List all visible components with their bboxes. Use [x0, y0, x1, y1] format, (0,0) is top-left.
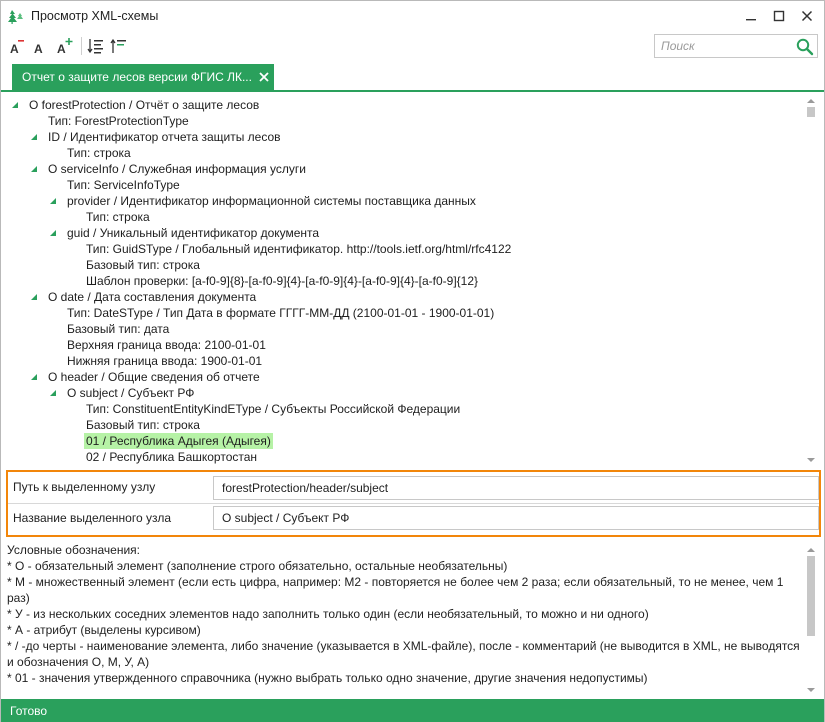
legend-line: раз)	[7, 591, 30, 605]
search-box	[654, 34, 818, 58]
tree-scrollbar[interactable]	[804, 93, 818, 468]
minimize-icon	[745, 10, 757, 22]
legend-title: Условные обозначения:	[7, 543, 140, 557]
expand-tree-icon	[86, 36, 106, 56]
tree-node-label: 02 / Республика Башкортостан	[86, 450, 258, 464]
minimize-button[interactable]	[739, 5, 763, 27]
name-field[interactable]: O subject / Субъект РФ	[213, 506, 819, 530]
tree-node-label: Базовый тип: дата	[67, 322, 170, 336]
tree-node-label: Базовый тип: строка	[86, 418, 200, 432]
expand-arrow-icon[interactable]	[30, 165, 38, 173]
tree-node-label: Тип: ConstituentEntityKindEType / Субъекты Российской Федерации	[86, 402, 461, 416]
tree-node-label: Тип: ForestProtectionType	[48, 114, 189, 128]
tree-node-label: O header / Общие сведения об отчете	[48, 370, 260, 384]
window-title: Просмотр XML-схемы	[31, 9, 159, 23]
tree-node-label: ID / Идентификатор отчета защиты лесов	[48, 130, 281, 144]
tab-forest-protection-report[interactable]	[12, 64, 274, 90]
legend-line: * А - атрибут (выделены курсивом)	[7, 623, 201, 637]
path-field[interactable]: forestProtection/header/subject	[213, 476, 819, 500]
title-bar	[1, 1, 824, 31]
tree-node-label: O forestProtection / Отчёт о защите лесов	[29, 98, 260, 112]
tab-label: Отчет о защите лесов версии ФГИС ЛК...	[22, 70, 252, 84]
legend-line: * O - обязательный элемент (заполнение строго обязательно, остальные необязательны)	[7, 559, 508, 573]
scroll-down-icon[interactable]	[807, 686, 815, 694]
scroll-up-icon[interactable]	[807, 97, 815, 105]
expand-arrow-icon[interactable]	[49, 197, 57, 205]
svg-text:A: A	[57, 42, 66, 56]
expand-arrow-icon[interactable]	[11, 101, 19, 109]
close-icon	[259, 72, 269, 82]
tree-node-label: Верхняя граница ввода: 2100-01-01	[67, 338, 266, 352]
tab-underline	[1, 90, 824, 92]
close-window-button[interactable]	[795, 5, 819, 27]
scroll-down-icon[interactable]	[807, 456, 815, 464]
font-increase-button[interactable]	[54, 35, 76, 57]
font-decrease-icon	[7, 36, 27, 56]
expand-arrow-icon[interactable]	[30, 373, 38, 381]
tree-node-label: O subject / Субъект РФ	[67, 386, 195, 400]
path-row	[8, 472, 819, 503]
scroll-thumb[interactable]	[807, 556, 815, 636]
path-label: Путь к выделенному узлу	[13, 480, 156, 494]
legend-line: * M - множественный элемент (если есть цифра, например: M2 - повторяется не более чем 2 раза; если обязательный, то не менее, чем 1	[7, 575, 784, 589]
tree-node-label: O date / Дата составления документа	[48, 290, 257, 304]
legend-line: * 01 - значения утвержденного справочника (нужно выбрать только одно значение, другие значения недопустимы)	[7, 671, 648, 685]
font-decrease-button[interactable]	[6, 35, 28, 57]
expand-arrow-icon[interactable]	[49, 389, 57, 397]
expand-arrow-icon[interactable]	[49, 229, 57, 237]
legend-scrollbar[interactable]	[804, 542, 818, 698]
tree-node-label: Тип: строка	[67, 146, 131, 160]
tree-node-label: Тип: строка	[86, 210, 150, 224]
name-row	[8, 504, 819, 535]
legend-line: * У - из нескольких соседних элементов надо заполнить только один (если необязательный, то можно и ни одного)	[7, 607, 649, 621]
legend-line: и обозначения О, М, У, А)	[7, 655, 150, 669]
tree-node-label: 01 / Республика Адыгея (Адыгея)	[86, 434, 271, 448]
font-reset-icon	[30, 36, 50, 56]
scroll-up-icon[interactable]	[807, 546, 815, 554]
tree-node-label: Нижняя граница ввода: 1900-01-01	[67, 354, 263, 368]
font-reset-button[interactable]	[29, 35, 51, 57]
selected-node-panel	[6, 470, 821, 537]
search-icon[interactable]	[795, 37, 815, 57]
expand-arrow-icon[interactable]	[30, 133, 38, 141]
collapse-tree-icon	[109, 36, 129, 56]
tree-node-label: guid / Уникальный идентификатор документа	[67, 226, 320, 240]
tree-node-label: Тип: ServiceInfoType	[67, 178, 180, 192]
svg-text:A: A	[34, 42, 43, 56]
status-bar	[1, 699, 824, 722]
tree-node-label: Тип: DateSType / Тип Дата в формате ГГГГ-ММ-ДД (2100-01-01 - 1900-01-01)	[67, 306, 495, 320]
toolbar-separator	[81, 37, 82, 55]
collapse-all-button[interactable]	[108, 35, 130, 57]
svg-text:A: A	[10, 42, 19, 56]
expand-arrow-icon[interactable]	[30, 293, 38, 301]
search-input[interactable]	[655, 35, 791, 57]
close-icon	[801, 10, 813, 22]
maximize-icon	[773, 10, 785, 22]
expand-all-button[interactable]	[85, 35, 107, 57]
legend-panel	[7, 542, 803, 698]
legend-line: * / -до черты - наименование элемента, либо значение (указывается в XML-файле), после - комментарий (не выводится в XML, не выводятся	[7, 639, 800, 653]
tree-app-icon	[7, 7, 25, 25]
tree-node-label: Базовый тип: строка	[86, 258, 200, 272]
name-label: Название выделенного узла	[13, 511, 172, 525]
schema-tree[interactable]	[7, 93, 821, 468]
maximize-button[interactable]	[767, 5, 791, 27]
close-tab-button[interactable]	[256, 69, 272, 85]
tree-node-label: O serviceInfo / Служебная информация услуги	[48, 162, 306, 176]
tree-node-label: Шаблон проверки: [a-f0-9]{8}-[a-f0-9]{4}-[a-f0-9]{4}-[a-f0-9]{4}-[a-f0-9]{12}	[86, 274, 479, 288]
scroll-thumb[interactable]	[807, 107, 815, 117]
tree-node-label: provider / Идентификатор информационной системы поставщика данных	[67, 194, 476, 208]
status-text: Готово	[10, 704, 48, 718]
tree-node-label: Тип: GuidSType / Глобальный идентификатор. http://tools.ietf.org/html/rfc4122	[86, 242, 512, 256]
font-increase-icon	[55, 36, 75, 56]
